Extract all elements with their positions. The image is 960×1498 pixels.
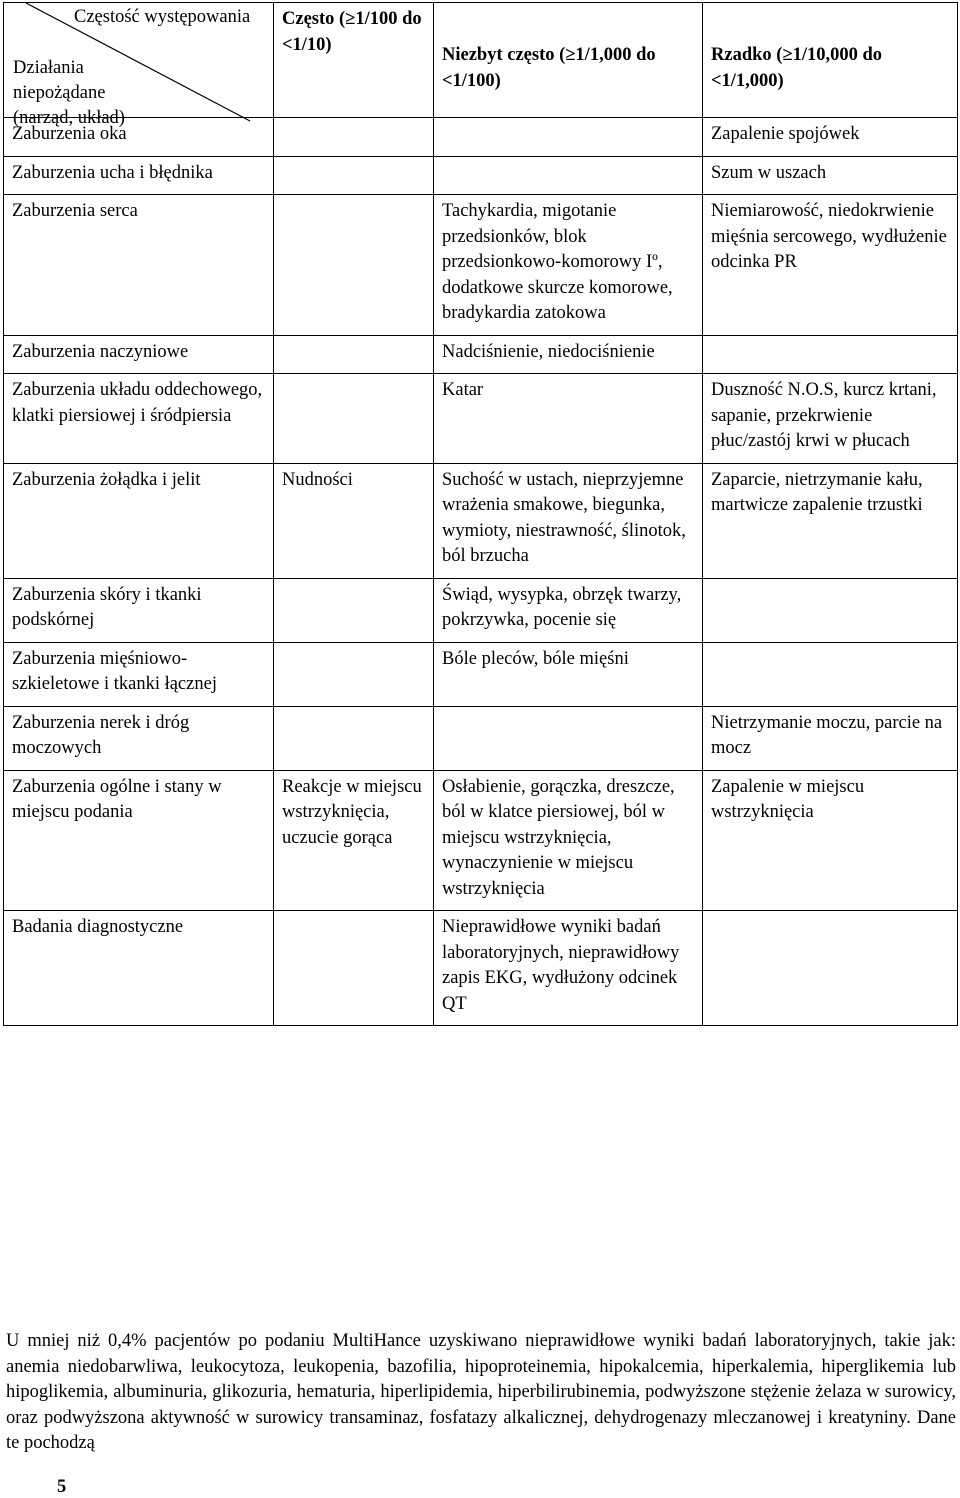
cell-often [274,335,434,374]
cell-organ: Zaburzenia żołądka i jelit [4,463,274,578]
cell-rare: Szum w uszach [703,156,958,195]
cell-often [274,374,434,464]
cell-rare: Zapalenie w miejscu wstrzyknięcia [703,770,958,911]
cell-organ: Badania diagnostyczne [4,911,274,1026]
cell-organ: Zaburzenia mięśniowo-szkieletowe i tkanki łącznej [4,642,274,706]
table-header-row [4,3,958,118]
paragraph-lab-abnormalities: U mniej niż 0,4% pacjentów po podaniu MultiHance uzyskiwano nieprawidłowe wyniki badań laboratoryjnych, takie jak: anemia niedobarwliwa, leukocytoza, leukopenia, bazofilia, hipoproteinemia, hipokalcemia, hiperkalemia, hiperglikemia lub hipoglikemia, albuminuria, glikozuria, hematuria, hiperlipidemia, hiperbilirubinemia, podwyższone stężenie żelaza w surowicy, oraz podwyższona aktywność w surowicy transaminaz, fosfatazy alkalicznej, dehydrogenazy mleczanowej i kreatyniny. Dane te pochodzą [6,1331,956,1453]
table-row [4,911,958,1026]
cell-often [274,118,434,157]
cell-uncommon: Tachykardia, migotanie przedsionków, blok przedsionkowo-komorowy Iº, dodatkowe skurcze komorowe, bradykardia zatokowa [434,195,703,336]
cell-organ: Zaburzenia oka [4,118,274,157]
cell-organ: Zaburzenia skóry i tkanki podskórnej [4,578,274,642]
cell-uncommon: Katar [434,374,703,464]
table-row [4,706,958,770]
adverse-effects-table [3,2,958,1026]
table-row [4,374,958,464]
cell-organ: Zaburzenia układu oddechowego, klatki piersiowej i śródpiersia [4,374,274,464]
table-row [4,156,958,195]
cell-often [274,706,434,770]
page-number: 5 [57,1477,67,1497]
cell-often [274,911,434,1026]
cell-uncommon: Suchość w ustach, nieprzyjemne wrażenia smakowe, biegunka, wymioty, niestrawność, ślinotok, ból brzucha [434,463,703,578]
table-row [4,335,958,374]
cell-often [274,642,434,706]
cell-rare: Niemiarowość, niedokrwienie mięśnia sercowego, wydłużenie odcinka PR [703,195,958,336]
cell-rare: Duszność N.O.S, kurcz krtani, sapanie, przekrwienie płuc/zastój krwi w płucach [703,374,958,464]
frequency-heading: Częstość występowania [74,7,251,27]
cell-rare: Zapalenie spojówek [703,118,958,157]
cell-rare [703,578,958,642]
header-often: Często (≥1/100 do <1/10) [274,3,434,118]
cell-often [274,156,434,195]
table-row [4,642,958,706]
cell-often: Nudności [274,463,434,578]
cell-uncommon: Świąd, wysypka, obrzęk twarzy, pokrzywka, pocenie się [434,578,703,642]
cell-rare [703,335,958,374]
header-rare: Rzadko (≥1/10,000 do <1/1,000) [703,3,958,118]
cell-uncommon: Osłabienie, gorączka, dreszcze, ból w klatce piersiowej, ból w miejscu wstrzyknięcia, wynaczynienie w miejscu wstrzyknięcia [434,770,703,911]
header-uncommon: Niezbyt często (≥1/1,000 do <1/100) [434,3,703,118]
cell-organ: Zaburzenia serca [4,195,274,336]
cell-uncommon: Nadciśnienie, niedociśnienie [434,335,703,374]
cell-rare: Zaparcie, nietrzymanie kału, martwicze zapalenie trzustki [703,463,958,578]
adverse-effects-heading: Działania niepożądane (narząd, układ) [13,58,125,128]
cell-often [274,195,434,336]
cell-organ: Zaburzenia ogólne i stany w miejscu podania [4,770,274,911]
cell-rare [703,911,958,1026]
table-row [4,578,958,642]
cell-uncommon [434,706,703,770]
table-row [4,770,958,911]
cell-organ: Zaburzenia naczyniowe [4,335,274,374]
cell-often [274,578,434,642]
table-row [4,463,958,578]
cell-rare: Nietrzymanie moczu, parcie na mocz [703,706,958,770]
cell-uncommon [434,118,703,157]
table-row [4,195,958,336]
cell-organ: Zaburzenia nerek i dróg moczowych [4,706,274,770]
cell-often: Reakcje w miejscu wstrzyknięcia, uczucie gorąca [274,770,434,911]
cell-organ: Zaburzenia ucha i błędnika [4,156,274,195]
cell-uncommon [434,156,703,195]
cell-rare [703,642,958,706]
corner-header-cell [4,3,274,128]
cell-uncommon: Nieprawidłowe wyniki badań laboratoryjnych, nieprawidłowy zapis EKG, wydłużony odcinek QT [434,911,703,1026]
cell-uncommon: Bóle pleców, bóle mięśni [434,642,703,706]
